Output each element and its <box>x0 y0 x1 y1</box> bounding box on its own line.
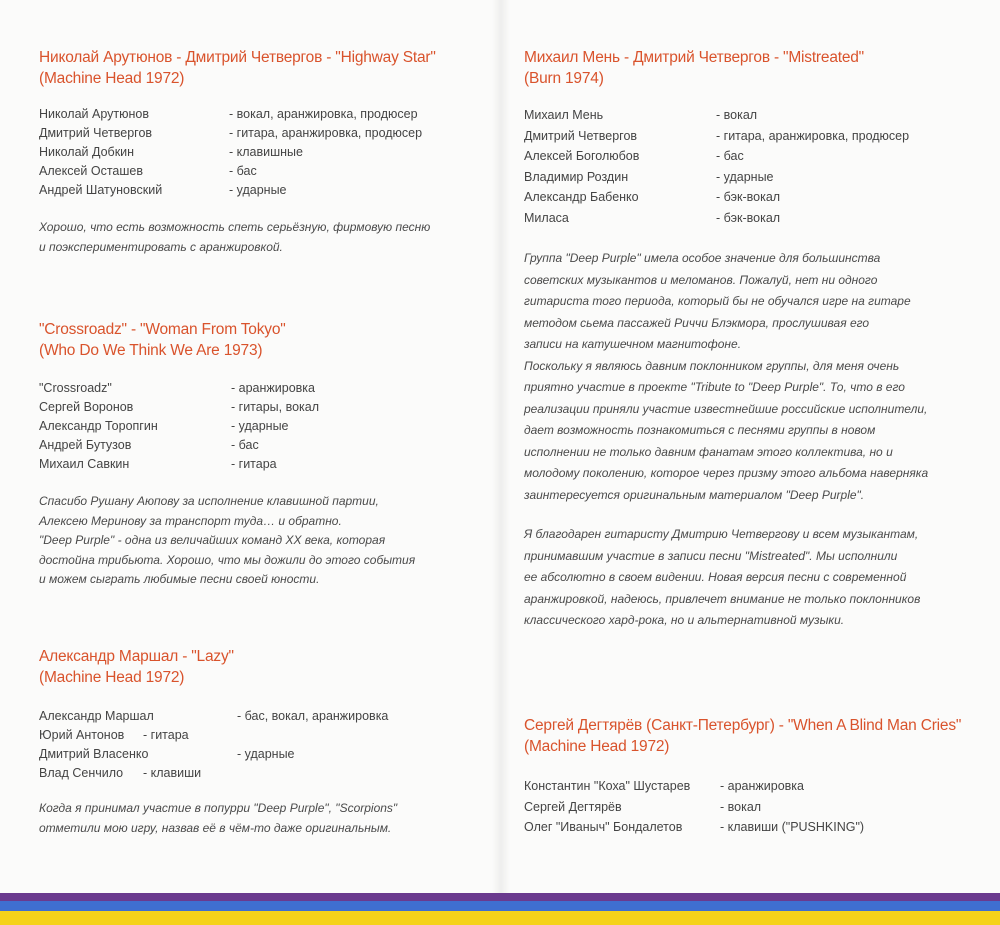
roster-row <box>39 417 479 436</box>
note-line: Алексею Меринову за транспорт туда… и обратно. <box>39 513 342 528</box>
member-role: - гитара <box>231 457 277 471</box>
member-role: - гитара, аранжировка, продюсер <box>716 128 910 143</box>
section-highway-star <box>39 47 479 257</box>
note-line: аранжировкой, надеюсь, привлечет внимание не только поклонников <box>524 591 921 606</box>
roster-row <box>524 817 974 838</box>
section-album: (Who Do We Think We Are 1973) <box>39 342 263 359</box>
member-role: - клавиши ("PUSHKING") <box>720 820 865 834</box>
note-line: приятно участие в проекте "Tribute to "Deep Purple". То, что в его <box>524 380 905 394</box>
member-name: Александр Бабенко <box>524 190 639 204</box>
section-note <box>524 248 974 506</box>
member-name: Сергей Воронов <box>39 400 134 414</box>
member-role: - бас, вокал, аранжировка <box>237 709 389 723</box>
note-line: молодому поколению, которое через призму этого альбома наверняка <box>524 466 929 480</box>
note-line: Спасибо Рушану Аюпову за исполнение клавишной партии, <box>39 494 379 508</box>
roster-row <box>39 455 479 474</box>
roster-row <box>524 167 974 188</box>
roster-row <box>39 124 479 143</box>
section-note <box>39 799 479 838</box>
member-role: - гитара <box>143 728 189 742</box>
member-name: Николай Добкин <box>39 145 135 159</box>
note-line: Поскольку я являюсь давним поклонником группы, для меня очень <box>524 358 900 373</box>
roster-row <box>524 187 974 208</box>
member-role: - бас <box>231 438 259 452</box>
note-line: "Deep Purple" - одна из величайших команд XX века, которая <box>39 533 386 547</box>
member-name: Константин "Коха" Шустарев <box>524 779 691 793</box>
member-role: - аранжировка <box>231 381 315 395</box>
roster-row <box>524 776 974 797</box>
roster-row <box>39 398 479 417</box>
note-line: советских музыкантов и меломанов. Пожалуй, нет ни одного <box>524 272 878 287</box>
member-name: Михаил Савкин <box>39 457 130 471</box>
member-name: Александр Маршал <box>39 709 154 723</box>
roster-row <box>39 764 479 783</box>
member-role: - вокал <box>720 799 762 814</box>
note-line: Когда я принимал участие в попурри "Deep Purple", "Scorpions" <box>39 801 398 815</box>
member-role: - бас <box>229 164 257 178</box>
roster-row <box>39 707 479 726</box>
roster-row <box>39 162 479 181</box>
member-role: - вокал <box>716 108 758 122</box>
roster-row <box>524 797 974 818</box>
roster-row <box>39 436 479 455</box>
member-role: - гитары, вокал <box>231 400 320 414</box>
roster <box>524 776 974 838</box>
note-line: реализации приняли участие известнейшие российские исполнители, <box>524 401 928 416</box>
member-role: - вокал, аранжировка, продюсер <box>229 107 418 121</box>
stripe-blue <box>0 901 1000 911</box>
member-name: Алексей Осташев <box>39 164 143 178</box>
member-name: Дмитрий Четвергов <box>524 128 638 143</box>
member-name: Сергей Дегтярёв <box>524 799 622 814</box>
note-line: достойна трибьюта. Хорошо, что мы дожили до этого события <box>39 552 416 567</box>
member-role: - бэк-вокал <box>716 210 781 225</box>
section-album: (Machine Head 1972) <box>39 669 185 686</box>
member-role: - ударные <box>237 747 295 761</box>
member-role: - клавиши <box>143 766 202 780</box>
section-title: Александр Маршал - "Lazy" <box>39 648 234 665</box>
roster-row <box>39 745 479 764</box>
roster <box>39 105 479 200</box>
member-name: Олег "Иваныч" Бондалетов <box>524 820 683 834</box>
roster-row <box>39 105 479 124</box>
section-lazy <box>39 646 479 838</box>
section-title: Михаил Мень - Дмитрий Четвергов - "Mistreated" <box>524 49 864 66</box>
member-name: Алексей Боголюбов <box>524 149 640 163</box>
member-name: Влад Сенчило <box>39 766 124 780</box>
note-line: исполнении не только давним фанатам этого коллектива, но и <box>524 444 893 459</box>
member-name: Дмитрий Четвергов <box>39 126 153 140</box>
roster-row <box>524 146 974 167</box>
note-line: Хорошо, что есть возможность спеть серьёзную, фирмовую песню <box>39 220 431 234</box>
roster-row <box>524 208 974 229</box>
member-role: - ударные <box>716 169 774 184</box>
note-line: принимавшим участие в записи песни "Mistreated". Мы исполнили <box>524 548 898 563</box>
note-line: Я благодарен гитаристу Дмитрию Четвергову и всем музыкантам, <box>524 527 919 541</box>
member-role: - гитара, аранжировка, продюсер <box>229 126 423 140</box>
roster <box>39 379 479 474</box>
section-album: (Machine Head 1972) <box>39 70 185 87</box>
note-line: записи на катушечном магнитофоне. <box>524 337 742 351</box>
note-line: отметили мою игру, назвав её в чём-то даже оригинальным. <box>39 820 392 835</box>
member-role: - ударные <box>229 183 287 197</box>
roster-row <box>524 126 974 147</box>
roster <box>39 707 479 783</box>
member-role: - бэк-вокал <box>716 190 781 204</box>
roster <box>524 105 974 228</box>
member-role: - клавишные <box>229 145 303 159</box>
member-name: Андрей Бутузов <box>39 438 132 452</box>
section-title: "Crossroadz" - "Woman From Tokyo" <box>39 321 286 338</box>
section-title: Николай Арутюнов - Дмитрий Четвергов - "Highway Star" <box>39 49 436 66</box>
page-fold <box>492 0 510 893</box>
section-note-2 <box>524 524 974 632</box>
note-line: и можем сыграть любимые песни своей юности. <box>39 572 320 586</box>
section-title: Сергей Дегтярёв (Санкт-Петербург) - "When A Blind Man Cries" <box>524 717 962 734</box>
member-name: Андрей Шатуновский <box>39 183 163 197</box>
rainbow-stripes <box>0 893 1000 925</box>
section-album: (Burn 1974) <box>524 70 604 87</box>
member-role: - бас <box>716 149 744 163</box>
member-role: - ударные <box>231 419 289 433</box>
member-name: "Crossroadz" <box>39 381 112 395</box>
member-name: Миласа <box>524 210 569 225</box>
note-line: и поэкспериментировать с аранжировкой. <box>39 239 283 254</box>
note-line: заинтересуется оригинальным материалом "Deep Purple". <box>524 487 865 502</box>
member-role: - аранжировка <box>720 779 804 793</box>
note-line: Группа "Deep Purple" имела особое значение для большинства <box>524 251 881 265</box>
roster-row <box>524 105 974 126</box>
member-name: Юрий Антонов <box>39 728 125 742</box>
section-album: (Machine Head 1972) <box>524 738 670 755</box>
stripe-yellow <box>0 911 1000 925</box>
section-note <box>39 218 479 257</box>
member-name: Дмитрий Власенко <box>39 747 149 761</box>
note-line: классического хард-рока, но и альтернативной музыки. <box>524 613 845 627</box>
note-line: гитариста того периода, который бы не обучался игре на гитаре <box>524 294 911 308</box>
roster-row <box>39 726 479 745</box>
section-note <box>39 492 479 590</box>
member-name: Михаил Мень <box>524 108 604 122</box>
member-name: Николай Арутюнов <box>39 107 149 121</box>
roster-row <box>39 379 479 398</box>
roster-row <box>39 181 479 200</box>
stripe-purple <box>0 893 1000 901</box>
section-when-a-blind-man-cries <box>524 715 974 838</box>
member-name: Владимир Роздин <box>524 169 629 184</box>
section-mistreated <box>524 47 974 632</box>
note-line: ее абсолютно в своем видении. Новая версия песни с современной <box>524 570 907 584</box>
roster-row <box>39 143 479 162</box>
member-name: Александр Торопгин <box>39 419 158 433</box>
section-woman-from-tokyo <box>39 319 479 590</box>
note-line: дает возможность познакомиться с песнями группы в новом <box>524 423 876 437</box>
note-line: методом сьема пассажей Риччи Блэкмора, прослушивая его <box>524 315 870 330</box>
